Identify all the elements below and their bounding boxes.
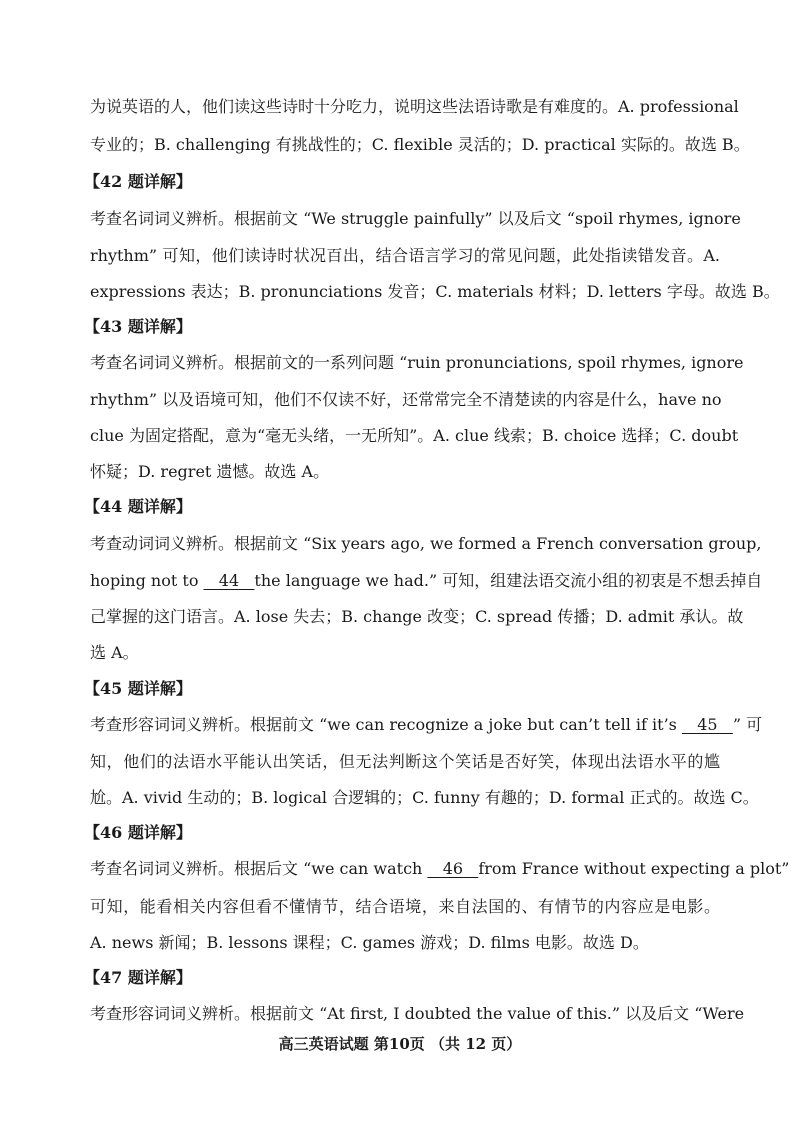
text-line: 怀疑；D. regret 遗憾。故选 A。 bbox=[90, 462, 330, 481]
text-segment: ” 可 bbox=[732, 715, 763, 734]
text-segment: from France without expecting a plot” bbox=[478, 859, 790, 878]
answer-blank-45: 45 bbox=[681, 715, 733, 734]
question-heading-46: 【46 题详解】 bbox=[84, 823, 192, 842]
text-line: 知，他们的法语水平能认出笑话，但无法判断这个笑话是否好笑，体现出法语水平的尴 bbox=[90, 752, 720, 771]
text-line: 考查名词词义辨析。根据前文的一系列问题 “ruin pronunciations, spoil rhymes, ignore bbox=[90, 353, 744, 372]
text-line-with-blank bbox=[90, 714, 763, 736]
question-heading-44: 【44 题详解】 bbox=[84, 497, 192, 516]
text-line: 可知，能看相关内容但看不懂情节，结合语境，来自法国的、有情节的内容应是电影。 bbox=[90, 897, 720, 916]
text-line: 己掌握的这门语言。A. lose 失去；B. change 改变；C. spread 传播；D. admit 承认。故 bbox=[90, 607, 744, 626]
text-line-with-blank bbox=[90, 570, 763, 592]
text-line: rhythm” 以及语境可知，他们不仅读不好，还常常完全不清楚读的内容是什么，have no bbox=[90, 390, 722, 409]
answer-blank-44: 44 bbox=[203, 571, 255, 590]
text-line: 选 A。 bbox=[90, 643, 139, 662]
text-segment: hoping not to bbox=[90, 571, 204, 590]
question-heading-43: 【43 题详解】 bbox=[84, 317, 192, 336]
question-heading-45: 【45 题详解】 bbox=[84, 679, 192, 698]
question-heading-47: 【47 题详解】 bbox=[84, 968, 192, 987]
text-line: 考查形容词词义辨析。根据前文 “At first, I doubted the value of this.” 以及后文 “Were bbox=[90, 1004, 745, 1023]
text-line: 专业的；B. challenging 有挑战性的；C. flexible 灵活的；D. practical 实际的。故选 B。 bbox=[90, 135, 750, 154]
text-line: expressions 表达；B. pronunciations 发音；C. materials 材料；D. letters 字母。故选 B。 bbox=[90, 282, 780, 301]
question-heading-42: 【42 题详解】 bbox=[84, 172, 192, 191]
text-line-with-blank bbox=[90, 858, 790, 880]
text-line: 尬。A. vivid 生动的；B. logical 合逻辑的；C. funny 有趣的；D. formal 正式的。故选 C。 bbox=[90, 788, 759, 807]
page-footer: 高三英语试题 第10页 （共 12 页） bbox=[278, 1035, 522, 1053]
text-line: 为说英语的人，他们读这些诗时十分吃力，说明这些法语诗歌是有难度的。A. professional bbox=[90, 97, 739, 116]
text-line: rhythm” 可知，他们读诗时状况百出，结合语言学习的常见问题，此处指读错发音。A. bbox=[90, 246, 720, 265]
text-segment: 考查形容词词义辨析。根据前文 “we can recognize a joke but can’t tell if it’s bbox=[90, 715, 682, 734]
text-line: clue 为固定搭配，意为“毫无头绪，一无所知”。A. clue 线索；B. choice 选择；C. doubt bbox=[90, 426, 739, 445]
text-line: 考查名词词义辨析。根据前文 “We struggle painfully” 以及后文 “spoil rhymes, ignore bbox=[90, 209, 741, 228]
text-segment: the language we had.” 可知，组建法语交流小组的初衷是不想丢掉自 bbox=[254, 571, 763, 590]
text-segment: 考查名词词义辨析。根据后文 “we can watch bbox=[90, 859, 428, 878]
answer-blank-46: 46 bbox=[427, 859, 479, 878]
text-line: 考查动词词义辨析。根据前文 “Six years ago, we formed a French conversation group, bbox=[90, 534, 762, 553]
text-line: A. news 新闻；B. lessons 课程；C. games 游戏；D. films 电影。故选 D。 bbox=[90, 933, 649, 952]
